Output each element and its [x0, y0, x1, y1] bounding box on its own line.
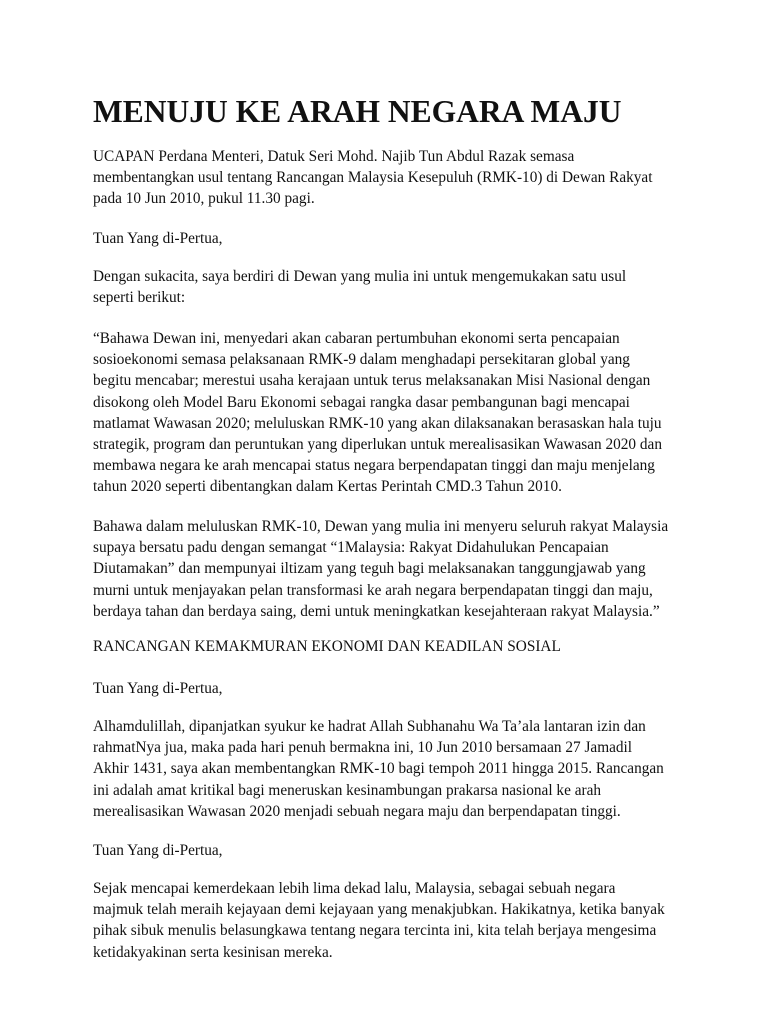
- text-line: murni untuk menjayakan pelan transformasi ke arah negara berpendapatan tinggi dan maju,: [93, 581, 653, 599]
- text-line: rahmatNya jua, maka pada hari penuh bermakna ini, 10 Jun 2010 bersamaan 27 Jamadil: [93, 739, 633, 757]
- text-line: strategik, program dan peruntukan yang diperlukan untuk merealisasikan Wawasan 2020 dan: [93, 436, 662, 454]
- independence-paragraph: [93, 878, 665, 963]
- text-line: Sejak mencapai kemerdekaan lebih lima dekad lalu, Malaysia, sebagai sebuah negara: [93, 880, 616, 897]
- text-line: Akhir 1431, saya akan membentangkan RMK-10 bagi tempoh 2011 hingga 2015. Rancangan: [93, 760, 664, 778]
- text-line: merealisasikan Wawasan 2020 menjadi sebuah negara maju dan berpendapatan tinggi.: [93, 802, 621, 820]
- salutation-1: [93, 228, 222, 249]
- text-line: membentangkan usul tentang Rancangan Malaysia Kesepuluh (RMK-10) di Dewan Rakyat: [93, 169, 653, 187]
- salutation-2: [93, 678, 222, 699]
- document-page: [93, 94, 733, 961]
- text-line: RANCANGAN KEMAKMURAN EKONOMI DAN KEADILAN SOSIAL: [93, 638, 561, 655]
- text-line: Bahawa dalam meluluskan RMK-10, Dewan yang mulia ini menyeru seluruh rakyat Malaysia: [93, 518, 669, 535]
- intro-paragraph: [93, 146, 652, 210]
- motion-quote-paragraph: [93, 328, 662, 498]
- text-line: membawa negara ke arah mencapai status negara berpendapatan tinggi dan maju menjelang: [93, 457, 655, 475]
- text-line: Tuan Yang di-Pertua,: [93, 230, 223, 247]
- text-line: UCAPAN Perdana Menteri, Datuk Seri Mohd. Najib Tun Abdul Razak semasa: [93, 148, 575, 165]
- text-line: Tuan Yang di-Pertua,: [93, 842, 223, 859]
- text-line: disokong oleh Model Baru Ekonomi sebagai rangka dasar pembangunan bagi mencapai: [93, 393, 630, 411]
- text-line: supaya bersatu padu dengan semangat “1Malaysia: Rakyat Didahulukan Pencapaian: [93, 539, 609, 557]
- text-line: matlamat Wawasan 2020; meluluskan RMK-10 yang akan dilaksanakan berasaskan hala tuju: [93, 414, 662, 432]
- text-line: pada 10 Jun 2010, pukul 11.30 pagi.: [93, 190, 315, 208]
- text-line: sosioekonomi semasa pelaksanaan RMK-9 dalam menghadapi persekitaran global yang: [93, 351, 630, 369]
- salutation-3: [93, 840, 222, 861]
- text-line: ini adalah amat kritikal bagi meneruskan kesinambungan prakarsa nasional ke arah: [93, 781, 602, 799]
- text-line: majmuk telah meraih kejayaan demi kejayaan yang menakjubkan. Hakikatnya, ketika banyak: [93, 901, 665, 919]
- text-line: Tuan Yang di-Pertua,: [93, 680, 223, 697]
- rmk10-paragraph: [93, 716, 664, 822]
- text-line: pihak sibuk menulis belasungkawa tentang negara tercinta ini, kita telah berjaya mengesima: [93, 922, 657, 940]
- text-line: seperti berikut:: [93, 289, 186, 307]
- text-line: ketidakyakinan serta kesinisan mereka.: [93, 943, 333, 961]
- section-heading: [93, 636, 561, 657]
- motion-call-paragraph: [93, 516, 668, 622]
- text-line: berdaya tahan dan berdaya saing, demi untuk meningkatkan kesejahteraan rakyat Malaysia.”: [93, 602, 660, 620]
- text-line: Alhamdulillah, dipanjatkan syukur ke hadrat Allah Subhanahu Wa Ta’ala lantaran izin dan: [93, 718, 646, 735]
- text-line: begitu mencabar; merestui usaha kerajaan untuk terus melaksanakan Misi Nasional dengan: [93, 372, 651, 390]
- text-line: Dengan sukacita, saya berdiri di Dewan yang mulia ini untuk mengemukakan satu usul: [93, 268, 627, 285]
- text-line: Diutamakan” dan mempunyai iltizam yang teguh bagi melaksanakan tanggungjawab yang: [93, 560, 646, 578]
- text-line: “Bahawa Dewan ini, menyedari akan cabaran pertumbuhan ekonomi serta pencapaian: [93, 330, 620, 347]
- motion-intro-paragraph: [93, 266, 626, 308]
- document-title: MENUJU KE ARAH NEGARA MAJU: [93, 94, 622, 129]
- text-line: tahun 2020 seperti dibentangkan dalam Kertas Perintah CMD.3 Tahun 2010.: [93, 478, 562, 496]
